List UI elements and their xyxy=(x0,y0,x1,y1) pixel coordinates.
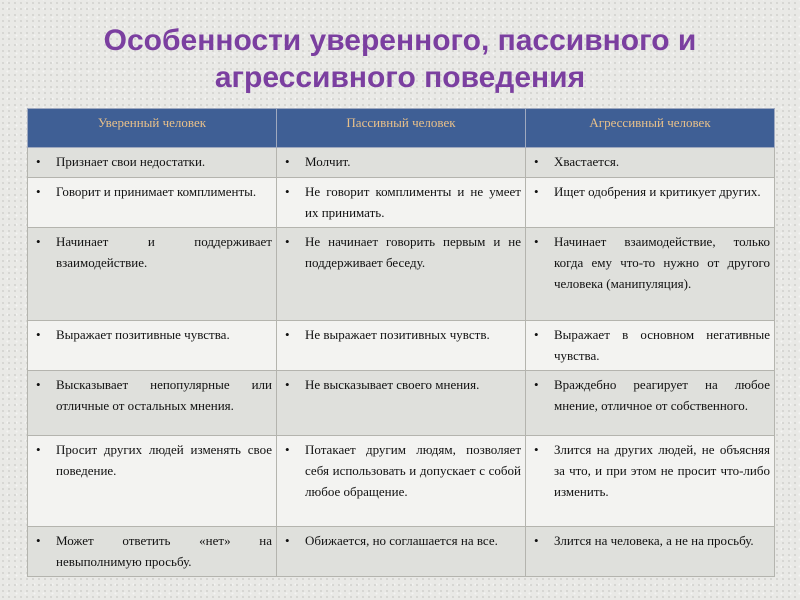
table-cell: • Высказывает непопулярные или отличные от остальных мнения. xyxy=(28,371,277,436)
table-row xyxy=(28,321,775,371)
table-cell: • Признает свои недостатки. xyxy=(28,148,277,178)
table-cell: • Не высказывает своего мнения. xyxy=(277,371,526,436)
behavior-comparison-table xyxy=(27,108,775,577)
table-cell: • Начинает и поддерживает взаимодействие. xyxy=(28,228,277,321)
table-cell: • Потакает другим людям, позволяет себя использовать и допускает с собой любое обращение. xyxy=(277,436,526,527)
table-cell: • Не выражает позитивных чувств. xyxy=(277,321,526,371)
table-cell: • Хвастается. xyxy=(526,148,775,178)
title-line-1: Особенности уверенного, пассивного и xyxy=(103,24,697,57)
table-cell: • Не начинает говорить первым и не поддерживает беседу. xyxy=(277,228,526,321)
header-passive: Пассивный человек xyxy=(277,109,526,148)
table-cell: • Обижается, но соглашается на все. xyxy=(277,527,526,577)
table-row xyxy=(28,371,775,436)
table-cell: • Ищет одобрения и критикует других. xyxy=(526,178,775,228)
table-row xyxy=(28,228,775,321)
table-row xyxy=(28,178,775,228)
table-cell: • Не говорит комплименты и не умеет их принимать. xyxy=(277,178,526,228)
header-confident: Уверенный человек xyxy=(28,109,277,148)
table-cell: • Молчит. xyxy=(277,148,526,178)
table-cell: • Злится на человека, а не на просьбу. xyxy=(526,527,775,577)
table-cell: • Говорит и принимает комплименты. xyxy=(28,178,277,228)
page-title xyxy=(0,22,800,96)
table-cell: • Выражает позитивные чувства. xyxy=(28,321,277,371)
table-row xyxy=(28,527,775,577)
table-row xyxy=(28,148,775,178)
table-row xyxy=(28,436,775,527)
table-header-row xyxy=(28,109,775,148)
table-cell: • Просит других людей изменять свое поведение. xyxy=(28,436,277,527)
header-aggressive: Агрессивный человек xyxy=(526,109,775,148)
table-cell: • Злится на других людей, не объясняя за что, и при этом не просит что-либо изменить. xyxy=(526,436,775,527)
title-line-2: агрессивного поведения xyxy=(214,61,586,94)
table-cell: • Враждебно реагирует на любое мнение, отличное от собственного. xyxy=(526,371,775,436)
table-cell: • Начинает взаимодействие, только когда ему что-то нужно от другого человека (манипуляция). xyxy=(526,228,775,321)
table-cell: • Может ответить «нет» на невыполнимую просьбу. xyxy=(28,527,277,577)
table-cell: • Выражает в основном негативные чувства. xyxy=(526,321,775,371)
